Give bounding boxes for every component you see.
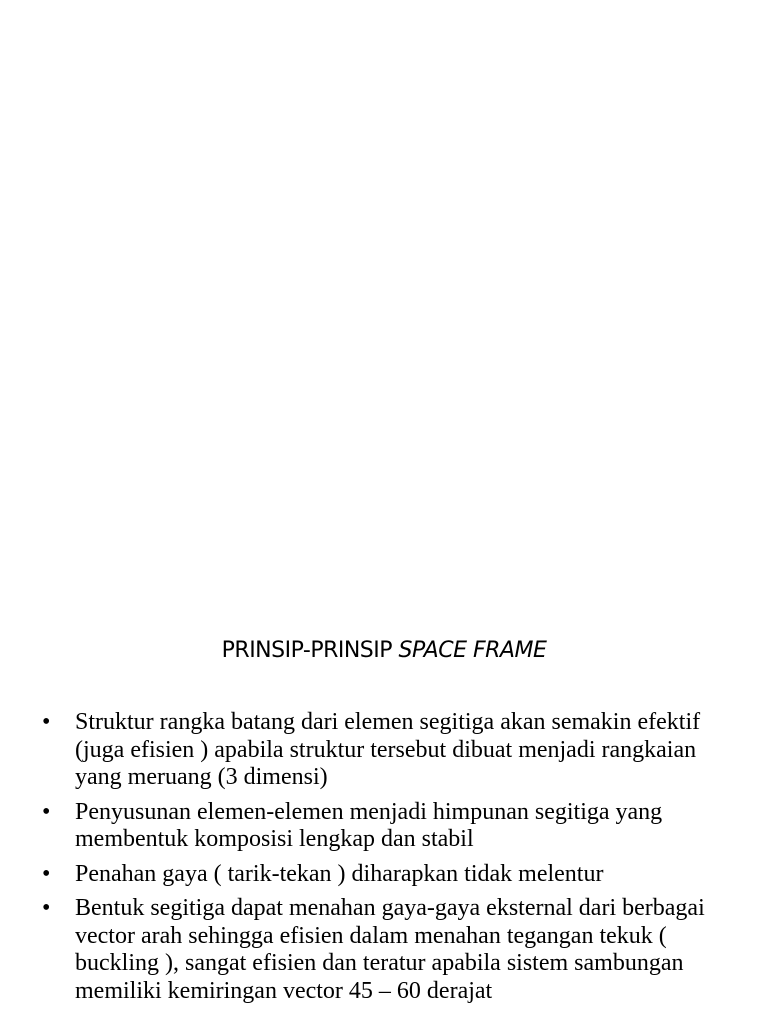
bullet-item: [40, 861, 730, 889]
bullet-icon: •: [42, 709, 51, 735]
bullet-item: [40, 709, 730, 792]
bullet-icon: •: [42, 895, 51, 921]
bullet-list: [40, 709, 730, 1012]
bullet-text: Struktur rangka batang dari elemen segitiga akan semakin efektif (juga efisien ) apabila struktur tersebut dibuat menjadi rangkaian yang meruang (3 dimensi): [75, 709, 701, 790]
bullet-item: [40, 895, 730, 1005]
bullet-text: Penyusunan elemen-elemen menjadi himpunan segitiga yang membentuk komposisi lengkap dan stabil: [75, 798, 663, 852]
bullet-item: [40, 799, 730, 854]
bullet-icon: •: [42, 798, 51, 825]
title-plain-text: PRINSIP-PRINSIP: [221, 638, 399, 663]
bullet-text: Penahan gaya ( tarik-tekan ) diharapkan tidak melentur: [75, 860, 604, 887]
slide-title: [0, 636, 768, 666]
bullet-text: Bentuk segitiga dapat menahan gaya-gaya eksternal dari berbagai vector arah sehingga efisien dalam menahan tegangan tekuk ( buckling ), sangat efisien dan teratur apabila sistem sambungan memiliki kemiringan vector 45 – 60 derajat: [75, 895, 705, 1004]
bullet-icon: •: [42, 860, 51, 887]
title-italic-text: SPACE FRAME: [398, 638, 547, 663]
